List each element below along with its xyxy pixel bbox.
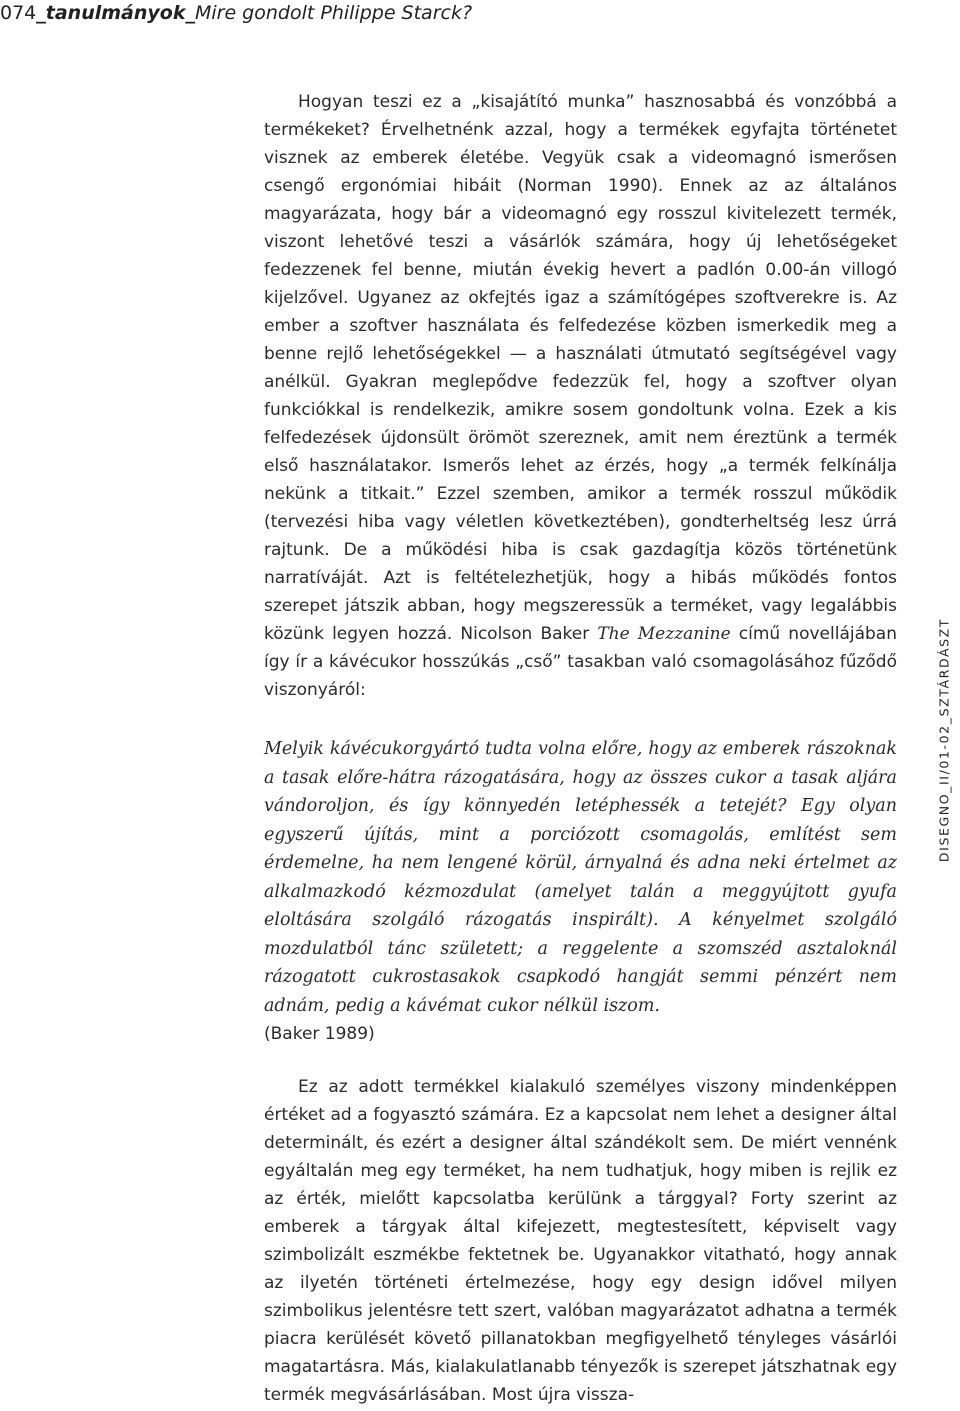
body-paragraph-2 [264,1073,897,1409]
quote-text: Melyik kávécukorgyártó tudta volna előre, hogy az emberek rászoknak a tasak előre-hátra rázogatására, hogy az összes cukor a tasak aljára vándoroljon, és így könnyedén letéphessék a tetejét? Egy olyan egyszerű újítás, mint a porciózott csomagolás, említést sem érdemelne, ha nem lengené körül, árnyalná és adna neki értelmet az alkalmazkodó kézmozdulat (amelyet talán a meggyújtott gyufa eloltására szolgáló rázogatás inspirált). A kényelmet szolgáló mozdulatból tánc született; a reggelente a szomszéd asztaloknál rázogatott cukrostasakok csapkodó hangját semmi pénzért nem adnám, pedig a kávémat cukor nélkül iszom. [264,739,897,1016]
paragraph-1-text-b: című novellájában így ír a kávécukor hosszúkás „cső” tasakban való csomagolásához fűződő viszonyáról: [264,624,897,700]
journal-name: DISEGNO_II/01-02_SZTÁRDÁSZT [936,617,952,863]
book-title: The Mezzanine [597,624,731,644]
body-paragraph-1 [264,88,897,704]
article-title: Mire gondolt Philippe Starck? [194,2,473,24]
block-quote [264,735,897,1049]
paragraph-1-text-a: Hogyan teszi ez a „kisajátító munka” hasznosabbá és vonzóbbá a termékeket? Érvelhetnénk azzal, hogy a termékek egyfajta történetet visznek az emberek életébe. Vegyük csak a videomagnó ismerősen csengő ergonómiai hibáit (Norman 1990). Ennek az az általános magyarázata, hogy bár a videomagnó egy rosszul kivitelezett termék, viszont lehetővé teszi a vásárlók számára, hogy új lehetőségeket fedezzenek fel benne, miután évekig hevert a padlón 0.00-án villogó kijelzővel. Ugyanez az okfejtés igaz a számítógépes szoftverekre is. Az ember a szoftver használata és felfedezése közben ismerkedik meg a benne rejlő lehetőségekkel — a használati útmutató segítségével vagy anélkül. Gyakran meglepődve fedezzük fel, hogy a szoftver olyan funkciókkal is rendelkezik, amikre sosem gondoltunk volna. Ezek a kis felfedezések újdonsült örömöt szereznek, amit nem éreztünk a termék első használatakor. Ismerős lehet az érzés, hogy „a termék felkínálja nekünk a titkait.” Ezzel szemben, amikor a termék rosszul működik (tervezési hiba vagy véletlen következtében), gondterheltség lesz úrrá rajtunk. De a működési hiba is csak gazdagítja közös történetünk narratíváját. Azt is feltételezhetjük, hogy a hibás működés fontos szerepet játszik abban, hogy megszeressük a terméket, vagy legalábbis közünk legyen hozzá. Nicolson Baker [264,92,897,644]
paragraph-2-text: Ez az adott termékkel kialakuló személyes viszony mindenképpen értéket ad a fogyasztó számára. Ez a kapcsolat nem lehet a designer által determinált, és ezért a designer által szándékolt sem. De miért vennénk egyáltalán meg egy terméket, ha nem tudhatjuk, hogy miben is rejlik ez az érték, mielőtt kapcsolatba kerülünk a tárggyal? Forty szerint az emberek a tárgyak által kifejezett, megtestesített, képviselt vagy szimbolizált eszmékbe fektetnek be. Ugyanakkor vitatható, hogy annak az ilyetén történeti értelmezése, hogy egy design idővel milyen szimbolikus jelentésre tett szert, valóban magyarázatot adhatna a termék piacra kerülését követő pillanatokban megfigyelhető tényleges vásárlói magatartásra. Más, kialakulatlanabb tényezők is szerepet játszhatnak egy termék megvásárlásában. Most újra vissza- [264,1077,897,1405]
paragraph-text [264,88,897,704]
quote-citation: (Baker 1989) [264,1024,375,1044]
section-label: _tanulmányok_ [36,2,195,24]
page-number: 074 [0,2,37,24]
sidebar-journal-label [924,590,960,890]
running-header [0,0,520,26]
